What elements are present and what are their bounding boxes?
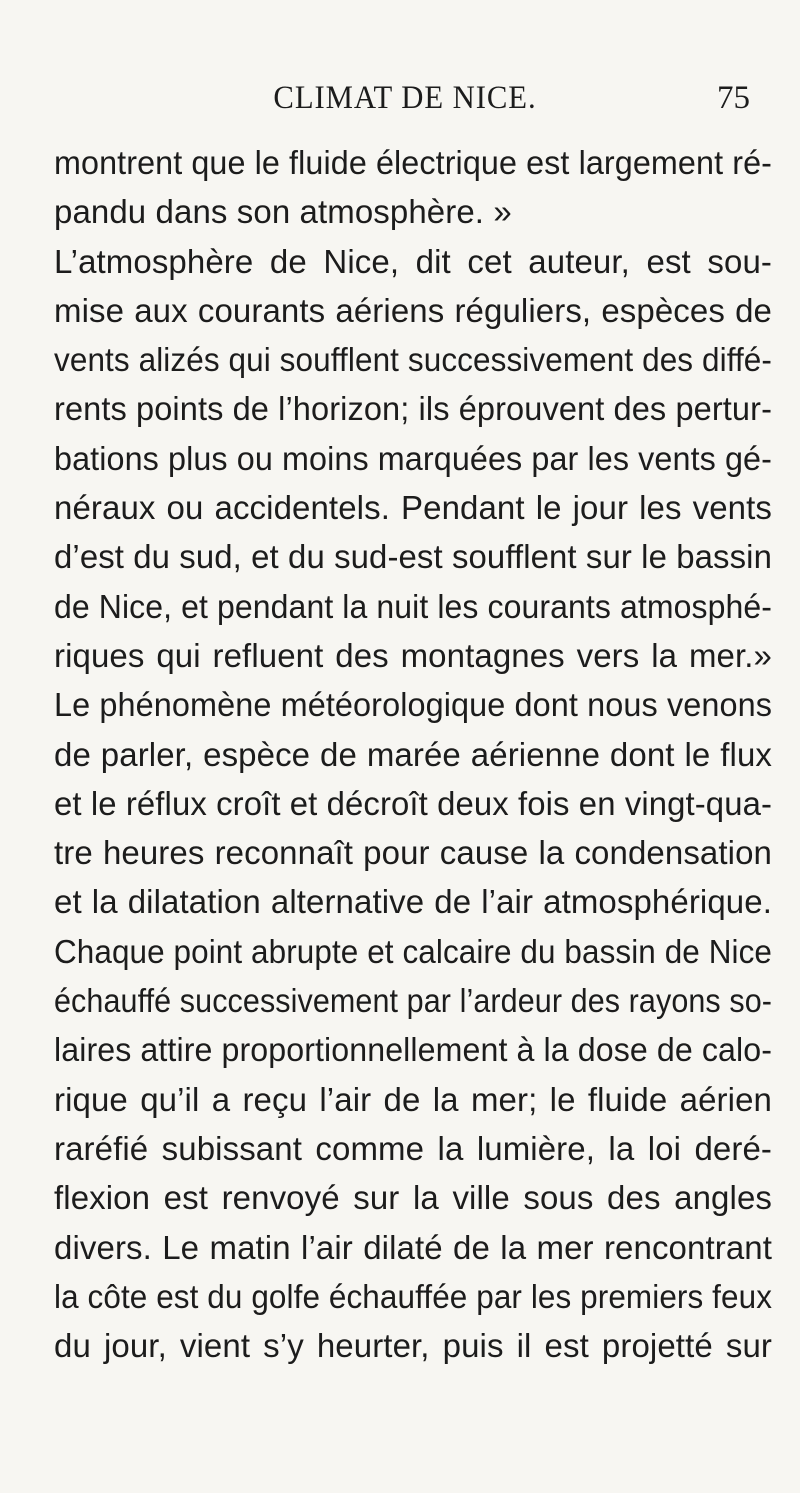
page-number: 75 bbox=[717, 80, 750, 116]
running-head bbox=[60, 80, 750, 130]
text-line: vents alizés qui soufflent successivement des diffé- bbox=[54, 341, 773, 379]
text-line: d’est du sud, et du sud-est soufflent sur le bassin bbox=[54, 538, 772, 576]
text-line: raréfié subissant comme la lumière, la loi deré- bbox=[54, 1129, 772, 1167]
text-line: rique qu’il a reçu l’air de la mer; le fluide aérien bbox=[54, 1080, 772, 1118]
text-line: néraux ou accidentels. Pendant le jour les vents bbox=[54, 489, 772, 527]
text-line: et la dilatation alternative de l’air atmosphérique. bbox=[54, 883, 772, 921]
text-line: L’atmosphère de Nice, dit cet auteur, est sou- bbox=[54, 242, 772, 280]
text-line: rents points de l’horizon; ils éprouvent des pertur- bbox=[54, 390, 773, 428]
text-line: flexion est renvoyé sur la ville sous des angles bbox=[54, 1179, 772, 1217]
text-line: du jour, vient s’y heurter, puis il est projetté sur bbox=[54, 1327, 772, 1365]
text-line: échauffé successivement par l’ardeur des rayons so- bbox=[54, 982, 772, 1020]
body-text bbox=[54, 138, 772, 1370]
text-line: mise aux courants aériens réguliers, espèces de bbox=[54, 291, 772, 329]
text-line: tre heures reconnaît pour cause la condensation bbox=[54, 834, 772, 872]
text-line: la côte est du golfe échauffée par les premiers feux bbox=[54, 1277, 773, 1315]
text-line: Le phénomène météorologique dont nous venons bbox=[54, 686, 773, 724]
text-line: de parler, espèce de marée aérienne dont le flux bbox=[54, 735, 772, 773]
text-line: riques qui refluent des montagnes vers la mer.» bbox=[54, 636, 772, 674]
text-line: Chaque point abrupte et calcaire du bassin de Nice bbox=[54, 932, 773, 970]
chapter-title: CLIMAT DE NICE. bbox=[273, 80, 537, 116]
text-line: laires attire proportionnellement à la dose de calo- bbox=[54, 1031, 773, 1069]
text-line: de Nice, et pendant la nuit les courants atmosphé- bbox=[54, 587, 773, 625]
text-line: et le réflux croît et décroît deux fois en vingt-qua- bbox=[54, 784, 773, 822]
text-line: montrent que le fluide électrique est largement ré- bbox=[54, 144, 773, 181]
text-line: pandu dans son atmosphère. » bbox=[54, 193, 512, 231]
text-line: divers. Le matin l’air dilaté de la mer rencontrant bbox=[54, 1228, 772, 1266]
text-line: bations plus ou moins marquées par les vents gé- bbox=[54, 439, 773, 477]
